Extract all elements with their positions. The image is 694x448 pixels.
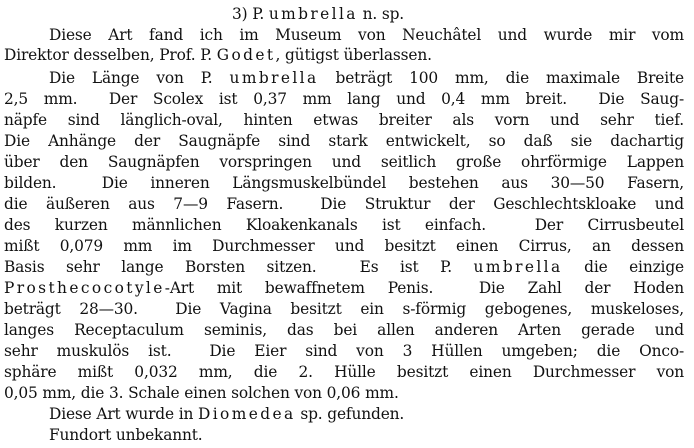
- p2-line-12: beträgt 28—30. Die Vagina besitzt ein s-förmig gebogenes, muskeloses,: [4, 300, 684, 318]
- p2-line-10: [4, 257, 684, 277]
- p1-line-2-b: , gütigst überlassen.: [275, 46, 432, 64]
- p2-line-15: sphäre mißt 0,032 mm, die 2. Hülle besitzt einen Durchmesser von: [4, 363, 684, 381]
- genus-name: Prosthecocotyle: [4, 279, 165, 297]
- heading-suffix: n. sp.: [357, 5, 405, 23]
- p4-line-1: Fundort unbekannt.: [49, 426, 203, 444]
- p2-line-4: Die Anhänge der Saugnäpfe sind stark entwickelt, so daß sie dachartig: [4, 132, 684, 150]
- p3-line-1: [49, 404, 404, 424]
- p2-l10-species: umbrella: [473, 258, 563, 276]
- p2-line-8: des kurzen männlichen Kloakenkanals ist einfach. Der Cirrusbeutel: [4, 216, 684, 234]
- p1-line-1: Diese Art fand ich im Museum von Neuchâtel und wurde mir vom: [49, 26, 684, 44]
- p2-l10-a: Basis sehr lange Borsten sitzen. Es ist P.: [4, 258, 474, 276]
- p2-line-3: näpfe sind länglich-oval, hinten etwas breiter als vorn und sehr tief.: [4, 111, 684, 129]
- p2-line-13: langes Receptaculum seminis, das bei allen anderen Arten gerade und: [4, 321, 684, 339]
- p2-l1-species: umbrella: [229, 69, 319, 87]
- host-genus: Diomedea: [198, 405, 296, 423]
- p2-line-6: bilden. Die inneren Längsmuskelbündel bestehen aus 30—50 Fasern,: [4, 174, 684, 192]
- heading-prefix: 3) P.: [232, 5, 269, 23]
- p2-line-5: über den Saugnäpfen vorspringen und seitlich große ohrförmige Lappen: [4, 153, 684, 171]
- p3-a: Diese Art wurde in: [49, 405, 198, 423]
- director-name: Godet: [216, 46, 276, 64]
- p2-line-2: 2,5 mm. Der Scolex ist 0,37 mm lang und 0,4 mm breit. Die Saug-: [4, 90, 684, 108]
- p2-line-11: [4, 278, 684, 298]
- p2-l11-b: -Art mit bewaffnetem Penis. Die Zahl der Hoden: [164, 279, 684, 297]
- p2-line-9: mißt 0,079 mm im Durchmesser und besitzt einen Cirrus, an dessen: [4, 237, 684, 255]
- p3-b: sp. gefunden.: [295, 405, 405, 423]
- p2-l10-b: die einzige: [562, 258, 684, 276]
- p2-l1-b: beträgt 100 mm, die maximale Breite: [318, 69, 684, 87]
- section-heading: [232, 4, 404, 24]
- p2-line-1: [49, 68, 684, 88]
- p2-line-14: sehr muskulös ist. Die Eier sind von 3 Hüllen umgeben; die Onco-: [4, 342, 684, 360]
- p2-line-16: 0,05 mm, die 3. Schale einen solchen von 0,06 mm.: [4, 384, 399, 402]
- p1-line-2: [4, 45, 432, 65]
- heading-species: umbrella: [268, 5, 358, 23]
- p1-line-2-a: Direktor desselben, Prof. P.: [4, 46, 217, 64]
- p2-line-7: die äußeren aus 7—9 Fasern. Die Struktur der Geschlechtskloake und: [4, 195, 684, 213]
- p2-l1-a: Die Länge von P.: [49, 69, 230, 87]
